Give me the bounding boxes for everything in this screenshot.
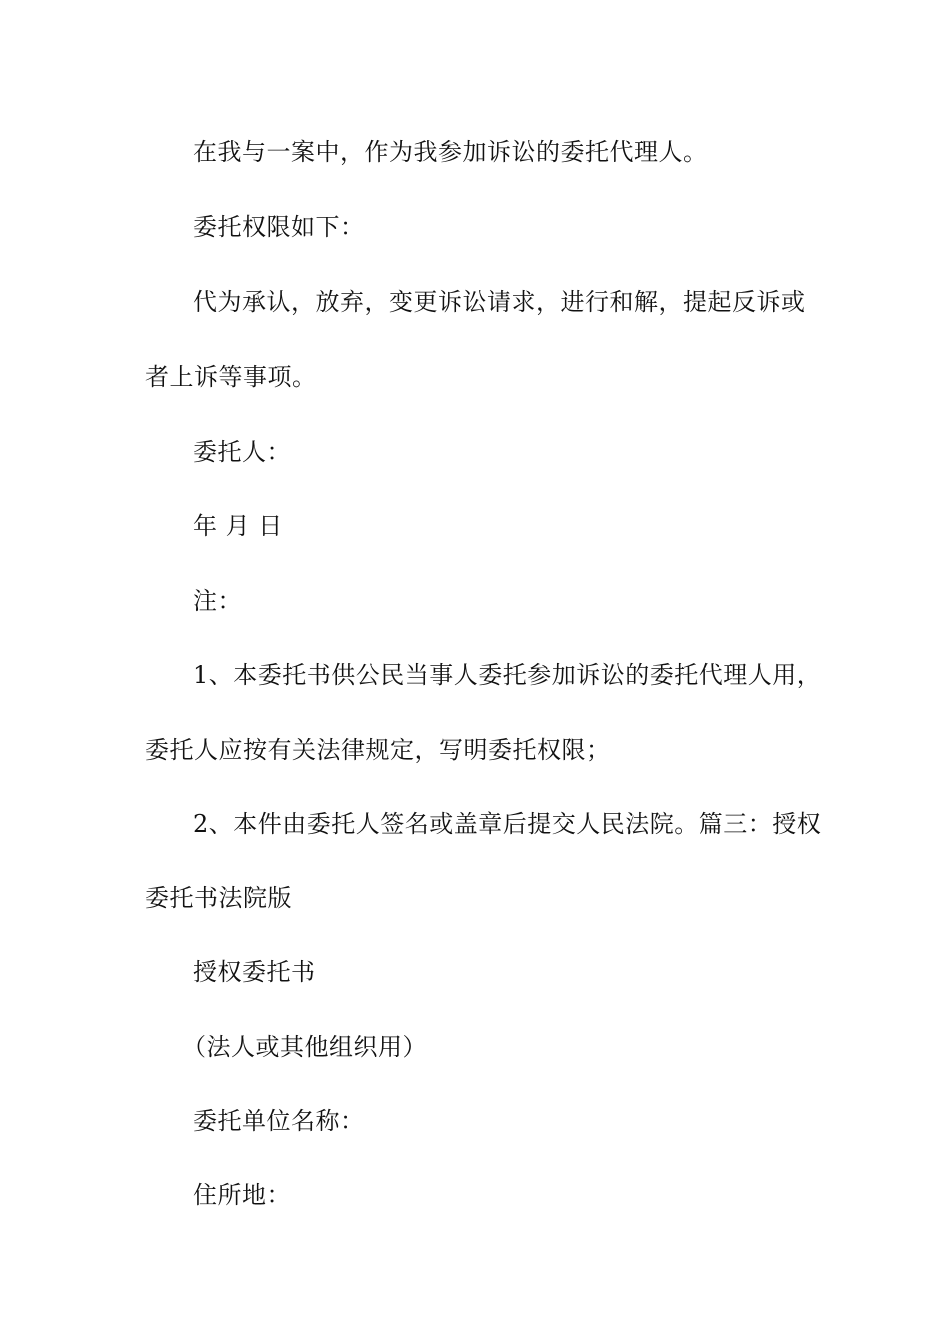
text-line: 委托人： xyxy=(193,438,291,466)
text-line: 授权委托书 xyxy=(193,958,316,986)
text-line: （法人或其他组织用） xyxy=(182,1033,427,1061)
text-line: 注： xyxy=(193,587,242,615)
text-line: 委托人应按有关法律规定，写明委托权限； xyxy=(145,736,611,764)
text-line: 委托单位名称： xyxy=(193,1107,365,1135)
text-line: 在我与一案中，作为我参加诉讼的委托代理人。 xyxy=(193,138,708,166)
text-line: 住所地： xyxy=(193,1181,291,1209)
text-line: 2、本件由委托人签名或盖章后提交人民法院。篇三：授权 xyxy=(193,810,822,838)
text-line: 委托权限如下： xyxy=(193,213,365,241)
text-line: 年 月 日 xyxy=(193,512,283,540)
text-line: 委托书法院版 xyxy=(145,884,292,912)
text-line: 者上诉等事项。 xyxy=(145,363,317,391)
text-line: 1、本委托书供公民当事人委托参加诉讼的委托代理人用， xyxy=(193,661,822,689)
text-line: 代为承认，放弃，变更诉讼请求，进行和解，提起反诉或 xyxy=(193,288,806,316)
